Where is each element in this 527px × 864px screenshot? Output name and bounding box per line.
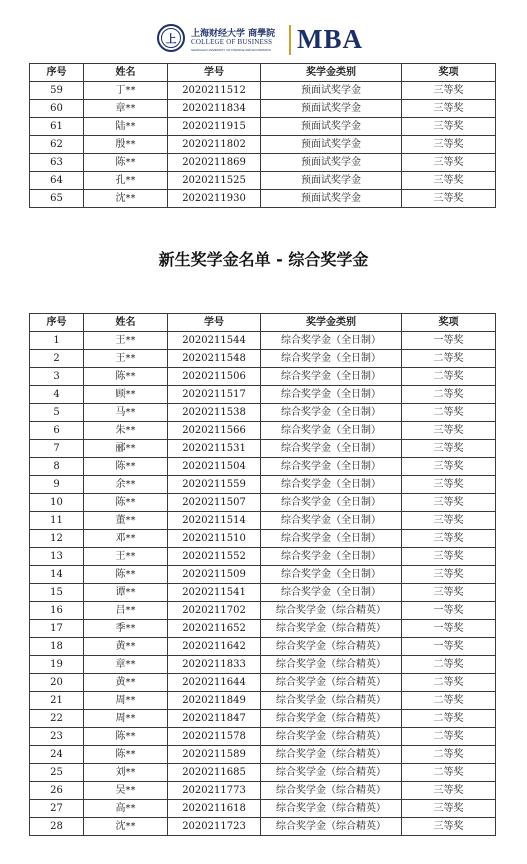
- cell-category: 综合奖学金（全日制）: [261, 458, 402, 476]
- cell-category: 综合奖学金（综合精英）: [261, 638, 402, 656]
- cell-name: 章**: [84, 100, 168, 118]
- cell-index: 22: [30, 710, 84, 728]
- cell-student-id: 2020211915: [168, 118, 261, 136]
- cell-index: 11: [30, 512, 84, 530]
- cell-category: 综合奖学金（全日制）: [261, 422, 402, 440]
- cell-index: 1: [30, 332, 84, 350]
- cell-category: 预面试奖学金: [261, 154, 402, 172]
- page-header: [0, 0, 527, 60]
- brand-english-name: COLLEGE OF BUSINESS: [191, 38, 273, 46]
- table-row: [30, 620, 496, 638]
- table-row: [30, 782, 496, 800]
- cell-category: 综合奖学金（全日制）: [261, 548, 402, 566]
- col-header-category: 奖学金类别: [261, 64, 402, 82]
- table-body-bottom: [30, 332, 496, 836]
- col-header-student-id: 学号: [168, 314, 261, 332]
- mba-logo-text: MBA: [297, 24, 363, 54]
- cell-student-id: 2020211930: [168, 190, 261, 208]
- cell-award: 三等奖: [402, 800, 496, 818]
- cell-award: 一等奖: [402, 620, 496, 638]
- cell-student-id: 2020211509: [168, 566, 261, 584]
- cell-award: 二等奖: [402, 350, 496, 368]
- cell-category: 综合奖学金（综合精英）: [261, 710, 402, 728]
- table-row: [30, 100, 496, 118]
- table-row: [30, 476, 496, 494]
- cell-award: 三等奖: [402, 136, 496, 154]
- table-row: [30, 548, 496, 566]
- table-row: [30, 368, 496, 386]
- cell-name: 王**: [84, 548, 168, 566]
- cell-category: 综合奖学金（全日制）: [261, 350, 402, 368]
- cell-index: 26: [30, 782, 84, 800]
- cell-category: 综合奖学金（全日制）: [261, 512, 402, 530]
- cell-student-id: 2020211566: [168, 422, 261, 440]
- cell-name: 陈**: [84, 494, 168, 512]
- cell-category: 综合奖学金（全日制）: [261, 368, 402, 386]
- cell-category: 综合奖学金（综合精英）: [261, 764, 402, 782]
- cell-student-id: 2020211773: [168, 782, 261, 800]
- cell-student-id: 2020211642: [168, 638, 261, 656]
- table-body-top: [30, 82, 496, 208]
- cell-award: 三等奖: [402, 154, 496, 172]
- cell-index: 23: [30, 728, 84, 746]
- cell-name: 陈**: [84, 728, 168, 746]
- cell-name: 丁**: [84, 82, 168, 100]
- cell-student-id: 2020211538: [168, 404, 261, 422]
- table-row: [30, 332, 496, 350]
- cell-student-id: 2020211541: [168, 584, 261, 602]
- cell-award: 一等奖: [402, 332, 496, 350]
- cell-award: 三等奖: [402, 100, 496, 118]
- cell-category: 综合奖学金（综合精英）: [261, 728, 402, 746]
- table-row: [30, 674, 496, 692]
- cell-student-id: 2020211685: [168, 764, 261, 782]
- cell-name: 陆**: [84, 118, 168, 136]
- cell-name: 周**: [84, 710, 168, 728]
- col-header-award: 奖项: [402, 64, 496, 82]
- cell-award: 二等奖: [402, 746, 496, 764]
- cell-name: 高**: [84, 800, 168, 818]
- section-title: 新生奖学金名单 - 综合奖学金: [158, 250, 369, 269]
- cell-award: 三等奖: [402, 190, 496, 208]
- seal-glyph: 上: [165, 32, 177, 46]
- cell-index: 18: [30, 638, 84, 656]
- cell-student-id: 2020211517: [168, 386, 261, 404]
- cell-award: 二等奖: [402, 710, 496, 728]
- cell-index: 13: [30, 548, 84, 566]
- cell-index: 14: [30, 566, 84, 584]
- cell-category: 综合奖学金（全日制）: [261, 404, 402, 422]
- cell-category: 综合奖学金（全日制）: [261, 332, 402, 350]
- cell-award: 三等奖: [402, 476, 496, 494]
- table-row: [30, 82, 496, 100]
- cell-category: 综合奖学金（全日制）: [261, 440, 402, 458]
- cell-name: 周**: [84, 692, 168, 710]
- cell-award: 三等奖: [402, 458, 496, 476]
- cell-award: 二等奖: [402, 368, 496, 386]
- cell-student-id: 2020211552: [168, 548, 261, 566]
- cell-student-id: 2020211559: [168, 476, 261, 494]
- table-row: [30, 404, 496, 422]
- table-header-row: [30, 64, 496, 82]
- cell-index: 15: [30, 584, 84, 602]
- table-row: [30, 656, 496, 674]
- cell-category: 综合奖学金（综合精英）: [261, 746, 402, 764]
- table-row: [30, 154, 496, 172]
- cell-name: 章**: [84, 656, 168, 674]
- table-row: [30, 494, 496, 512]
- cell-index: 7: [30, 440, 84, 458]
- cell-name: 沈**: [84, 818, 168, 836]
- table-row: [30, 440, 496, 458]
- cell-name: 陈**: [84, 458, 168, 476]
- cell-category: 综合奖学金（综合精英）: [261, 656, 402, 674]
- cell-name: 殷**: [84, 136, 168, 154]
- cell-award: 三等奖: [402, 566, 496, 584]
- cell-name: 黄**: [84, 674, 168, 692]
- cell-index: 28: [30, 818, 84, 836]
- cell-award: 二等奖: [402, 674, 496, 692]
- scholarship-table-bottom: [29, 313, 496, 836]
- cell-student-id: 2020211847: [168, 710, 261, 728]
- cell-award: 三等奖: [402, 584, 496, 602]
- cell-name: 谭**: [84, 584, 168, 602]
- cell-student-id: 2020211512: [168, 82, 261, 100]
- scholarship-table-top: [29, 63, 496, 208]
- cell-student-id: 2020211644: [168, 674, 261, 692]
- cell-student-id: 2020211525: [168, 172, 261, 190]
- cell-index: 65: [30, 190, 84, 208]
- cell-award: 二等奖: [402, 404, 496, 422]
- cell-category: 综合奖学金（全日制）: [261, 386, 402, 404]
- cell-student-id: 2020211589: [168, 746, 261, 764]
- cell-award: 三等奖: [402, 548, 496, 566]
- cell-category: 预面试奖学金: [261, 118, 402, 136]
- cell-index: 4: [30, 386, 84, 404]
- col-header-index: 序号: [30, 314, 84, 332]
- table-row: [30, 172, 496, 190]
- cell-award: 一等奖: [402, 602, 496, 620]
- cell-award: 三等奖: [402, 118, 496, 136]
- cell-name: 董**: [84, 512, 168, 530]
- table-row: [30, 800, 496, 818]
- cell-student-id: 2020211544: [168, 332, 261, 350]
- cell-student-id: 2020211510: [168, 530, 261, 548]
- cell-index: 5: [30, 404, 84, 422]
- brand-chinese-name: 上海财经大学 商學院: [191, 29, 276, 39]
- cell-award: 二等奖: [402, 692, 496, 710]
- cell-name: 邓**: [84, 530, 168, 548]
- table-row: [30, 190, 496, 208]
- cell-name: 沈**: [84, 190, 168, 208]
- table-row: [30, 710, 496, 728]
- cell-name: 孔**: [84, 172, 168, 190]
- cell-index: 21: [30, 692, 84, 710]
- table-row: [30, 602, 496, 620]
- cell-student-id: 2020211531: [168, 440, 261, 458]
- cell-award: 二等奖: [402, 728, 496, 746]
- cell-award: 三等奖: [402, 782, 496, 800]
- cell-award: 二等奖: [402, 656, 496, 674]
- col-header-name: 姓名: [84, 314, 168, 332]
- cell-index: 60: [30, 100, 84, 118]
- cell-index: 12: [30, 530, 84, 548]
- cell-name: 顾**: [84, 386, 168, 404]
- cell-category: 综合奖学金（综合精英）: [261, 692, 402, 710]
- cell-name: 陈**: [84, 154, 168, 172]
- cell-index: 3: [30, 368, 84, 386]
- cell-student-id: 2020211869: [168, 154, 261, 172]
- table-row: [30, 566, 496, 584]
- school-brand: [191, 26, 291, 56]
- cell-index: 64: [30, 172, 84, 190]
- table-header-row: [30, 314, 496, 332]
- cell-student-id: 2020211514: [168, 512, 261, 530]
- brand-university-name: SHANGHAI UNIVERSITY OF FINANCE AND ECONOMICS: [191, 48, 271, 52]
- cell-category: 预面试奖学金: [261, 100, 402, 118]
- cell-award: 三等奖: [402, 818, 496, 836]
- cell-index: 9: [30, 476, 84, 494]
- cell-category: 预面试奖学金: [261, 136, 402, 154]
- cell-student-id: 2020211849: [168, 692, 261, 710]
- cell-name: 季**: [84, 620, 168, 638]
- table-row: [30, 136, 496, 154]
- table-row: [30, 746, 496, 764]
- cell-award: 二等奖: [402, 386, 496, 404]
- cell-name: 吴**: [84, 782, 168, 800]
- cell-name: 余**: [84, 476, 168, 494]
- cell-index: 61: [30, 118, 84, 136]
- cell-student-id: 2020211833: [168, 656, 261, 674]
- brand-divider: [289, 25, 291, 55]
- cell-name: 郦**: [84, 440, 168, 458]
- table-row: [30, 118, 496, 136]
- cell-award: 三等奖: [402, 82, 496, 100]
- cell-index: 24: [30, 746, 84, 764]
- cell-category: 综合奖学金（综合精英）: [261, 782, 402, 800]
- table-row: [30, 386, 496, 404]
- cell-index: 17: [30, 620, 84, 638]
- table-row: [30, 692, 496, 710]
- cell-award: 三等奖: [402, 530, 496, 548]
- cell-index: 62: [30, 136, 84, 154]
- cell-category: 预面试奖学金: [261, 172, 402, 190]
- cell-index: 10: [30, 494, 84, 512]
- cell-name: 王**: [84, 332, 168, 350]
- cell-index: 6: [30, 422, 84, 440]
- table-row: [30, 638, 496, 656]
- cell-index: 2: [30, 350, 84, 368]
- cell-category: 综合奖学金（综合精英）: [261, 602, 402, 620]
- col-header-award: 奖项: [402, 314, 496, 332]
- cell-student-id: 2020211652: [168, 620, 261, 638]
- cell-category: 预面试奖学金: [261, 190, 402, 208]
- cell-index: 8: [30, 458, 84, 476]
- cell-award: 三等奖: [402, 172, 496, 190]
- cell-award: 三等奖: [402, 512, 496, 530]
- cell-category: 综合奖学金（全日制）: [261, 530, 402, 548]
- cell-award: 三等奖: [402, 494, 496, 512]
- cell-category: 预面试奖学金: [261, 82, 402, 100]
- table-row: [30, 458, 496, 476]
- university-seal-logo: [157, 24, 185, 52]
- cell-name: 刘**: [84, 764, 168, 782]
- cell-category: 综合奖学金（全日制）: [261, 494, 402, 512]
- table-row: [30, 512, 496, 530]
- cell-category: 综合奖学金（全日制）: [261, 566, 402, 584]
- cell-name: 吕**: [84, 602, 168, 620]
- cell-index: 63: [30, 154, 84, 172]
- col-header-name: 姓名: [84, 64, 168, 82]
- cell-student-id: 2020211504: [168, 458, 261, 476]
- cell-index: 20: [30, 674, 84, 692]
- cell-name: 王**: [84, 350, 168, 368]
- cell-name: 朱**: [84, 422, 168, 440]
- table-row: [30, 764, 496, 782]
- cell-index: 25: [30, 764, 84, 782]
- cell-student-id: 2020211702: [168, 602, 261, 620]
- cell-name: 陈**: [84, 746, 168, 764]
- table-row: [30, 422, 496, 440]
- cell-name: 黄**: [84, 638, 168, 656]
- cell-index: 16: [30, 602, 84, 620]
- cell-category: 综合奖学金（综合精英）: [261, 818, 402, 836]
- cell-student-id: 2020211618: [168, 800, 261, 818]
- cell-category: 综合奖学金（全日制）: [261, 584, 402, 602]
- col-header-category: 奖学金类别: [261, 314, 402, 332]
- cell-student-id: 2020211578: [168, 728, 261, 746]
- cell-index: 19: [30, 656, 84, 674]
- cell-award: 三等奖: [402, 440, 496, 458]
- cell-student-id: 2020211506: [168, 368, 261, 386]
- cell-student-id: 2020211507: [168, 494, 261, 512]
- cell-category: 综合奖学金（综合精英）: [261, 620, 402, 638]
- cell-name: 马**: [84, 404, 168, 422]
- cell-award: 一等奖: [402, 638, 496, 656]
- col-header-index: 序号: [30, 64, 84, 82]
- table-row: [30, 728, 496, 746]
- table-row: [30, 350, 496, 368]
- cell-award: 三等奖: [402, 422, 496, 440]
- cell-award: 二等奖: [402, 764, 496, 782]
- cell-index: 59: [30, 82, 84, 100]
- table-row: [30, 530, 496, 548]
- table-row: [30, 818, 496, 836]
- cell-name: 陈**: [84, 566, 168, 584]
- cell-category: 综合奖学金（综合精英）: [261, 800, 402, 818]
- cell-student-id: 2020211548: [168, 350, 261, 368]
- cell-name: 陈**: [84, 368, 168, 386]
- cell-category: 综合奖学金（全日制）: [261, 476, 402, 494]
- cell-student-id: 2020211802: [168, 136, 261, 154]
- cell-index: 27: [30, 800, 84, 818]
- table-row: [30, 584, 496, 602]
- col-header-student-id: 学号: [168, 64, 261, 82]
- cell-student-id: 2020211723: [168, 818, 261, 836]
- cell-student-id: 2020211834: [168, 100, 261, 118]
- cell-category: 综合奖学金（综合精英）: [261, 674, 402, 692]
